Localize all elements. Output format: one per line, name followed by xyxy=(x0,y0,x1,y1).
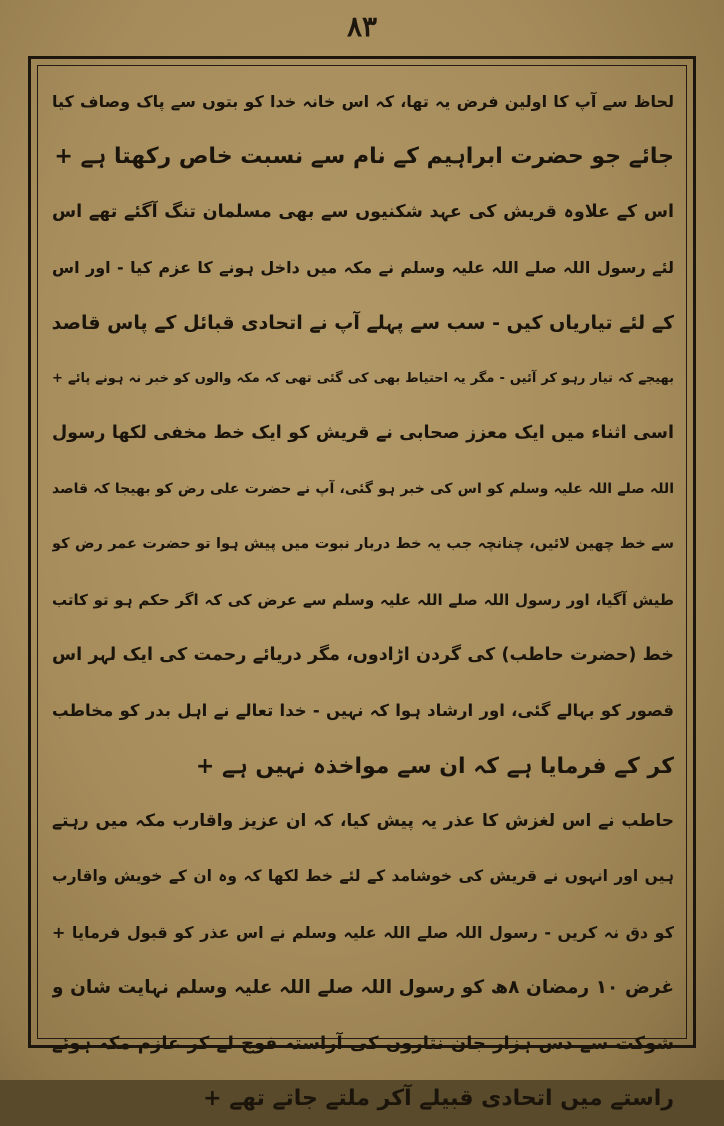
text-line: حاطب نے اس لغزش کا عذر یہ پیش کیا، کہ ان عزیز واقارب مکہ میں رہتے xyxy=(52,811,674,832)
text-line: جائے جو حضرت ابراہیم کے نام سے نسبت خاص رکھتا ہے + xyxy=(54,144,674,170)
text-line: اللہ صلے اللہ علیہ وسلم کو اس کی خبر ہو گئی، آپ نے حضرت علی رض کو بھیجا کہ قاصد xyxy=(52,480,674,497)
text-line: کو دق نہ کریں - رسول اللہ صلے اللہ علیہ وسلم نے اس عذر کو قبول فرمایا + xyxy=(52,922,674,942)
text-line: طیش آگیا، اور رسول اللہ صلے اللہ علیہ وسلم سے عرض کی کہ اگر حکم ہو تو کاتب xyxy=(52,590,674,609)
text-line: راستے میں اتحادی قبیلے آکر ملتے جاتے تھے + xyxy=(203,1086,674,1112)
text-line: سے خط چھین لائیں، چنانچہ جب یہ خط دربار نبوت میں پیش ہوا تو حضرت عمر رض کو xyxy=(52,536,674,553)
text-line: ہیں اور انہوں نے قریش کی خوشامد کے لئے خط لکھا کہ وہ ان کے خویش واقارب xyxy=(52,867,674,886)
text-line: قصور کو بہالے گئی، اور ارشاد ہوا کہ نہیں - خدا تعالے نے اہل بدر کو مخاطب xyxy=(52,701,674,721)
text-line: کے لئے تیاریاں کیں - سب سے پہلے آپ نے اتحادی قبائل کے پاس قاصد xyxy=(52,311,674,334)
text-line: اس کے علاوہ قریش کی عہد شکنیوں سے بھی مسلمان تنگ آگئے تھے اس xyxy=(52,201,674,222)
page-number: ۸۳ xyxy=(346,10,378,43)
body-text xyxy=(52,74,674,1126)
text-line: غرض ۱۰ رمضان ۸ھ کو رسول اللہ صلے اللہ علیہ وسلم نہایت شان و xyxy=(52,977,674,999)
text-line: خط (حضرت حاطب) کی گردن اڑادوں، مگر دریائے رحمت کی ایک لہر اس xyxy=(52,644,674,665)
text-line: لحاظ سے آپ کا اولین فرض یہ تھا، کہ اس خانہ خدا کو بتوں سے پاک وصاف کیا xyxy=(52,92,674,111)
text-line: کر کے فرمایا ہے کہ ان سے مواخذہ نہیں ہے + xyxy=(195,753,674,779)
text-line: لئے رسول اللہ صلے اللہ علیہ وسلم نے مکہ میں داخل ہونے کا عزم کیا - اور اس xyxy=(52,258,674,278)
text-line: بھیجے کہ تیار رہو کر آئیں - مگر یہ احتیاط بھی کی گئی تھی کہ مکہ والوں کو خبر نہ ہونے پائے + xyxy=(52,370,674,386)
text-line: شوکت سے دس ہزار جان نثاروں کی آراستہ فوج لے کر عازم مکہ ہوئے xyxy=(52,1032,674,1054)
text-line: اسی اثناء میں ایک معزز صحابی نے قریش کو ایک خط مخفی لکھا رسول xyxy=(52,423,674,444)
